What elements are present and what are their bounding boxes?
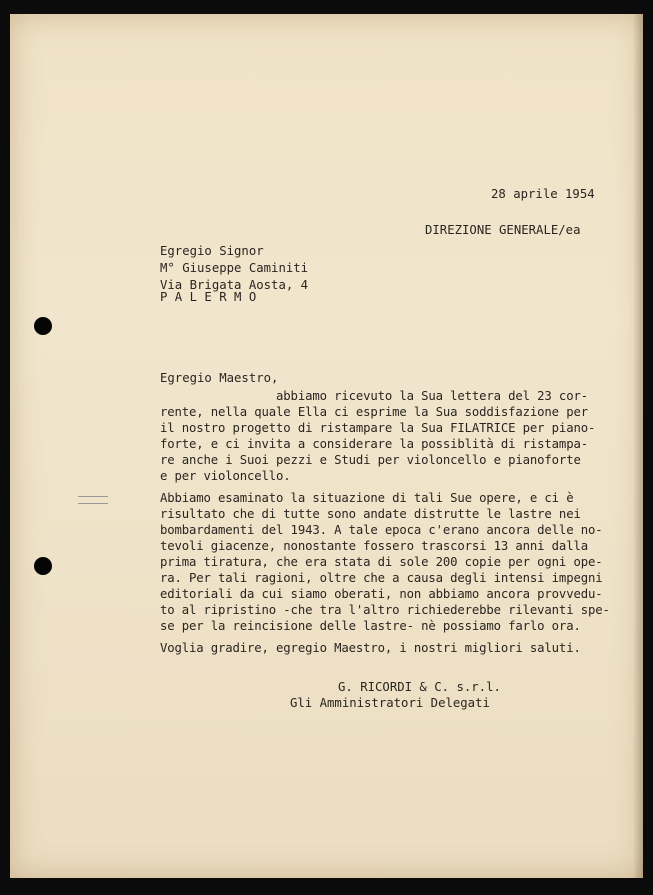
signature-company: G. RICORDI & C. s.r.l. xyxy=(338,680,501,694)
paragraph-2-line: se per la reincisione delle lastre- nè possiamo farlo ora. xyxy=(160,619,581,633)
paragraph-2-line: risultato che di tutte sono andate distrutte le lastre nei xyxy=(160,507,581,521)
page-edge-shadow xyxy=(633,14,643,878)
paragraph-1-line: e per violoncello. xyxy=(160,469,291,483)
margin-mark xyxy=(78,496,108,504)
paragraph-2-line: prima tiratura, che era stata di sole 200 copie per ogni ope- xyxy=(160,555,603,569)
paragraph-2-line: Abbiamo esaminato la situazione di tali Sue opere, e ci è xyxy=(160,491,574,505)
paragraph-1-line: re anche i Suoi pezzi e Studi per violoncello e pianoforte xyxy=(160,453,581,467)
recipient-line-4: P A L E R M O xyxy=(160,290,257,304)
paragraph-1-line: il nostro progetto di ristampare la Sua FILATRICE per piano- xyxy=(160,421,596,435)
recipient-line-2: M° Giuseppe Caminiti xyxy=(160,261,309,275)
punch-hole-top xyxy=(34,317,52,335)
department-reference: DIREZIONE GENERALE/ea xyxy=(425,223,581,237)
paragraph-2-line: ra. Per tali ragioni, oltre che a causa degli intensi impegni xyxy=(160,571,603,585)
recipient-line-1: Egregio Signor xyxy=(160,244,264,258)
paragraph-2-line: bombardamenti del 1943. A tale epoca c'erano ancora delle no- xyxy=(160,523,603,537)
paragraph-2-line: editoriali da cui siamo oberati, non abbiamo ancora provvedu- xyxy=(160,587,603,601)
paragraph-1-line: forte, e ci invita a considerare la possiblità di ristampa- xyxy=(160,437,588,451)
closing-line: Voglia gradire, egregio Maestro, i nostri migliori saluti. xyxy=(160,641,581,655)
punch-hole-bottom xyxy=(34,557,52,575)
paragraph-1-line: abbiamo ricevuto la Sua lettera del 23 cor- xyxy=(160,389,588,403)
recipient-line-3: Via Brigata Aosta, 4 xyxy=(160,278,309,292)
paragraph-1-line: rente, nella quale Ella ci esprime la Sua soddisfazione per xyxy=(160,405,588,419)
signature-role: Gli Amministratori Delegati xyxy=(290,696,490,710)
paragraph-2-line: to al ripristino -che tra l'altro richiederebbe rilevanti spe- xyxy=(160,603,610,617)
paragraph-2-line: tevoli giacenze, nonostante fossero trascorsi 13 anni dalla xyxy=(160,539,588,553)
letter-date: 28 aprile 1954 xyxy=(491,187,595,201)
salutation: Egregio Maestro, xyxy=(160,371,279,385)
